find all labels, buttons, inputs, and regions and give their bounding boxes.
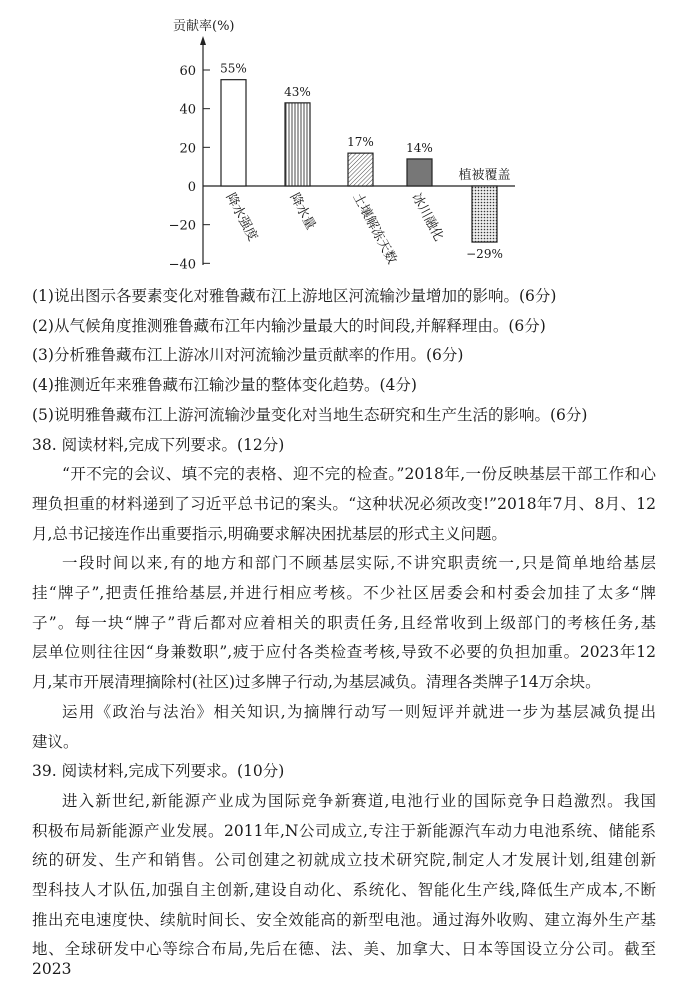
text-line: 进入新世纪,新能源产业成为国际竞争新赛道,电池行业的国际竞争日趋激烈。我国 bbox=[62, 791, 656, 810]
text-line: 统的研发、生产和销售。公司创建之初就成立技术研究院,制定人才发展计划,组建创新 bbox=[32, 851, 656, 870]
text-line: 月,某市开展清理摘除村(社区)过多牌子行动,为基层减负。清理各类牌子14万余块。 bbox=[32, 673, 601, 692]
text-line: “开不完的会议、填不完的表格、迎不完的检查。”2018年,一份反映基层干部工作和心 bbox=[62, 465, 656, 484]
text-line: (3)分析雅鲁藏布江上游冰川对河流输沙量贡献率的作用。(6分) bbox=[32, 346, 464, 365]
contribution-rate-bar-chart bbox=[0, 0, 692, 280]
y-tick-label: −40 bbox=[168, 257, 196, 273]
data-label: 55% bbox=[220, 61, 247, 76]
category-label: 植被覆盖 bbox=[458, 168, 511, 183]
bar bbox=[472, 186, 497, 242]
text-line: 挂“牌子”,把责任推给基层,并进行相应考核。不少社区居委会和村委会加挂了太多“牌 bbox=[32, 584, 656, 602]
bar bbox=[221, 80, 246, 186]
text-line: 积极布局新能源产业发展。2011年,N公司成立,专注于新能源汽车动力电池系统、储能系 bbox=[32, 821, 656, 840]
category-label: 冰川融化 bbox=[408, 190, 447, 244]
y-axis-label: 贡献率(%) bbox=[173, 19, 235, 34]
text-line: (5)说明雅鲁藏布江上游河流输沙量变化对当地生态研究和生产生活的影响。(6分) bbox=[32, 405, 588, 424]
data-label: −29% bbox=[466, 247, 503, 262]
text-line: 子”。每一块“牌子”背后都对应着相关的职责任务,且经常收到上级部门的考核任务,基 bbox=[32, 613, 656, 632]
text-line: (2)从气候角度推测雅鲁藏布江年内输沙量最大的时间段,并解释理由。(6分) bbox=[32, 316, 546, 335]
y-tick-label: −20 bbox=[168, 218, 196, 234]
text-line: (4)推测近年来雅鲁藏布江输沙量的整体变化趋势。(4分) bbox=[32, 376, 417, 395]
category-label: 降水量 bbox=[286, 190, 319, 233]
bar bbox=[348, 153, 373, 186]
y-axis-arrow bbox=[200, 36, 206, 45]
data-label: 14% bbox=[406, 140, 433, 155]
text-line: 39. 阅读材料,完成下列要求。(10分) bbox=[32, 762, 285, 781]
y-tick-label: 20 bbox=[179, 141, 196, 157]
text-line: 型科技人才队伍,加强自主创新,建设自动化、系统化、智能化生产线,降低生产成本,不断 bbox=[32, 881, 656, 899]
data-label: 43% bbox=[284, 84, 311, 99]
text-line: 建议。 bbox=[32, 732, 79, 751]
category-label: 降水强度 bbox=[222, 190, 261, 244]
text-line: (1)说出图示各要素变化对雅鲁藏布江上游地区河流输沙量增加的影响。(6分) bbox=[32, 287, 557, 305]
y-tick-label: 0 bbox=[187, 180, 196, 195]
bar bbox=[285, 103, 310, 186]
text-line: 运用《政治与法治》相关知识,为摘牌行动写一则短评并就进一步为基层减负提出 bbox=[62, 702, 656, 721]
data-label: 17% bbox=[347, 135, 374, 150]
text-line: 理负担重的材料递到了习近平总书记的案头。“这种状况必须改变!”2018年7月、8月、12 bbox=[32, 494, 656, 513]
text-line: 地、全球研发中心等综合布局,先后在德、法、美、加拿大、日本等国设立分公司。截至2023 bbox=[32, 940, 656, 979]
text-line: 月,总书记接连作出重要指示,明确要求解决困扰基层的形式主义问题。 bbox=[32, 524, 507, 543]
text-line: 推出充电速度快、续航时间长、安全效能高的新型电池。通过海外收购、建立海外生产基 bbox=[32, 910, 656, 929]
bar bbox=[407, 159, 432, 186]
text-line: 一段时间以来,有的地方和部门不顾基层实际,不讲究职责统一,只是简单地给基层 bbox=[62, 554, 656, 573]
y-tick-label: 60 bbox=[179, 64, 196, 79]
y-tick-label: 40 bbox=[179, 102, 196, 118]
text-line: 层单位则往往因“身兼数职”,疲于应付各类检查考核,导致不必要的负担加重。2023年12 bbox=[32, 643, 656, 662]
category-label: 土壤解冻天数 bbox=[349, 190, 400, 267]
text-line: 38. 阅读材料,完成下列要求。(12分) bbox=[32, 435, 285, 454]
